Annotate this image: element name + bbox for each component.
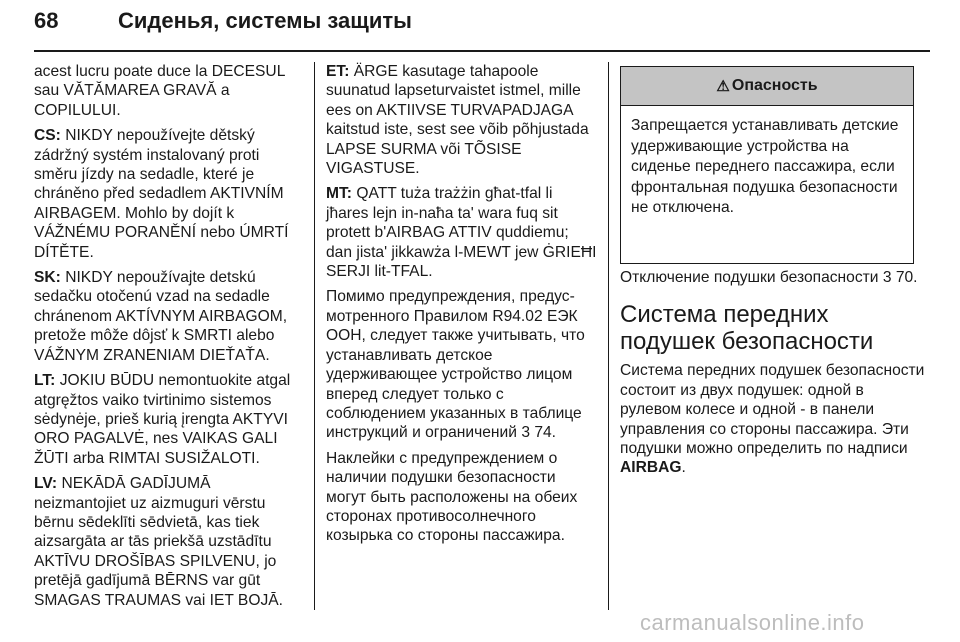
warning-title: Опасность (731, 77, 818, 94)
deactivation-text: Отключение подушки безопасности (620, 269, 879, 286)
deactivation-paragraph (620, 268, 926, 287)
et-label: ET: (326, 63, 350, 80)
page-ref-74[interactable]: 3 74. (521, 424, 556, 442)
column-divider-1 (314, 62, 315, 610)
mt-paragraph (326, 184, 598, 281)
watermark: carmanualsonline.info (640, 610, 865, 635)
lt-text: JOKIU BŪDU nemontuokite atgal atgręžtos vaiko tvirtinimo sistemos sėdynėje, prieš kurią įrengta AKTYVI ORO PAGALVĖ, nes VAIKAS GALI ŽŪTI arba RIMTAI SUSIŽALOTI. (34, 372, 291, 467)
page-header (34, 6, 930, 50)
page-ref-70[interactable]: 3 70. (882, 269, 918, 286)
front-airbag-text: Система передних подушек безопасности состоит из двух подушек: одной в рулевом колесе и одной - в панели управления со стороны пассажира. Эти подушки можно определить по надписи (620, 362, 925, 458)
column-divider-2 (608, 62, 609, 610)
et-text: ÄRGE kasutage tahapoole suunatud lapseturvaistet istmel, mille ees on AKTIIVSE TURVAPADJAGA kaitstud iste, sest see võib põhjustada LAPSE SURMA või TÕSISE VIGASTUSE. (326, 63, 589, 178)
section-heading: Система передних подушек безопасности (620, 301, 874, 356)
mt-text: QATT tuża trażżin għat-tfal li jħares lejn in-naħa ta' wara fuq sit protett b'AIRBAG ATTIV quddiemu; dan jista' jikkawża l-MEWT jew ĠRIEĦI SERJI lit-TFAL. (326, 185, 597, 281)
lv-paragraph (34, 474, 306, 610)
sk-label: SK: (34, 269, 61, 287)
sk-paragraph (34, 268, 306, 365)
airbag-label: AIRBAG (620, 459, 682, 477)
cs-text: NIKDY nepoužívejte dětský zádržný systém instalovaný proti směru jízdy na sedadle, které je chráněno před sedadlem AKTIVNÍM AIRBAGEM. Mohlo by dojít k VÁŽNÉMU PORANĚNÍ nebo ÚMRTÍ DÍTĚTE. (34, 127, 289, 261)
et-paragraph (326, 62, 598, 178)
column-middle (326, 62, 598, 552)
lt-paragraph (34, 371, 306, 468)
column-left (34, 62, 306, 616)
warning-triangle-icon: ⚠ (716, 78, 730, 95)
danger-warning-box (620, 66, 914, 264)
mt-label: MT: (326, 185, 352, 203)
lt-label: LT: (34, 372, 56, 390)
cs-label: CS: (34, 127, 61, 145)
front-airbag-paragraph (620, 361, 926, 477)
lv-label: LV: (34, 475, 58, 493)
airbag-tail: . (681, 459, 686, 477)
cs-paragraph (34, 126, 306, 262)
column-right (620, 268, 926, 484)
warning-text: Запрещается устанавливать детские удерживающие устройства на сиденье переднего пассажира, если фронтальная подушка безопасности не отключена. (631, 117, 899, 216)
sticker-paragraph: Наклейки с предупреждением о наличии подушки безопасности могут быть расположены на обеих сторонах противосолнечного козырька со стороны пассажира. (326, 449, 578, 545)
header-rule (34, 50, 930, 52)
page-number: 68 (34, 8, 59, 33)
intro-paragraph: acest lucru poate duce la DECESUL sau VĂTĂMAREA GRAVĂ a COPILULUI. (34, 63, 285, 119)
sk-text: NIKDY nepoužívajte detskú sedačku otočenú vzad na sedadle chránenom AKTÍVNYM AIRBAGOM, pretože môže dôjsť k SMRTI alebo VÁŽNYM ZRANENIAM DIEŤAŤA. (34, 269, 288, 364)
r94-text: Помимо предупреждения, предусмотренного Правилом R94.02 ЕЭК ООН, следует также учитывать, что устанавливать детское удерживающее устройство лицом вперед следует только с соблюдением указанных в таблице инструкций и ограничений (326, 288, 585, 442)
warning-header (621, 67, 913, 106)
page-title: Сиденья, системы защиты (118, 8, 412, 33)
r94-paragraph (326, 287, 598, 442)
lv-text: NEKĀDĀ GADĪJUMĀ neizmantojiet uz aizmuguri vērstu bērnu sēdeklīti sēdvietā, kas tiek aizsargāta ar tās priekšā uzstādītu AKTĪVU DROŠĪBAS SPILVENU, jo pretējā gadījumā BĒRNS var gūt SMAGAS TRAUMAS vai IET BOJĀ. (34, 475, 283, 609)
